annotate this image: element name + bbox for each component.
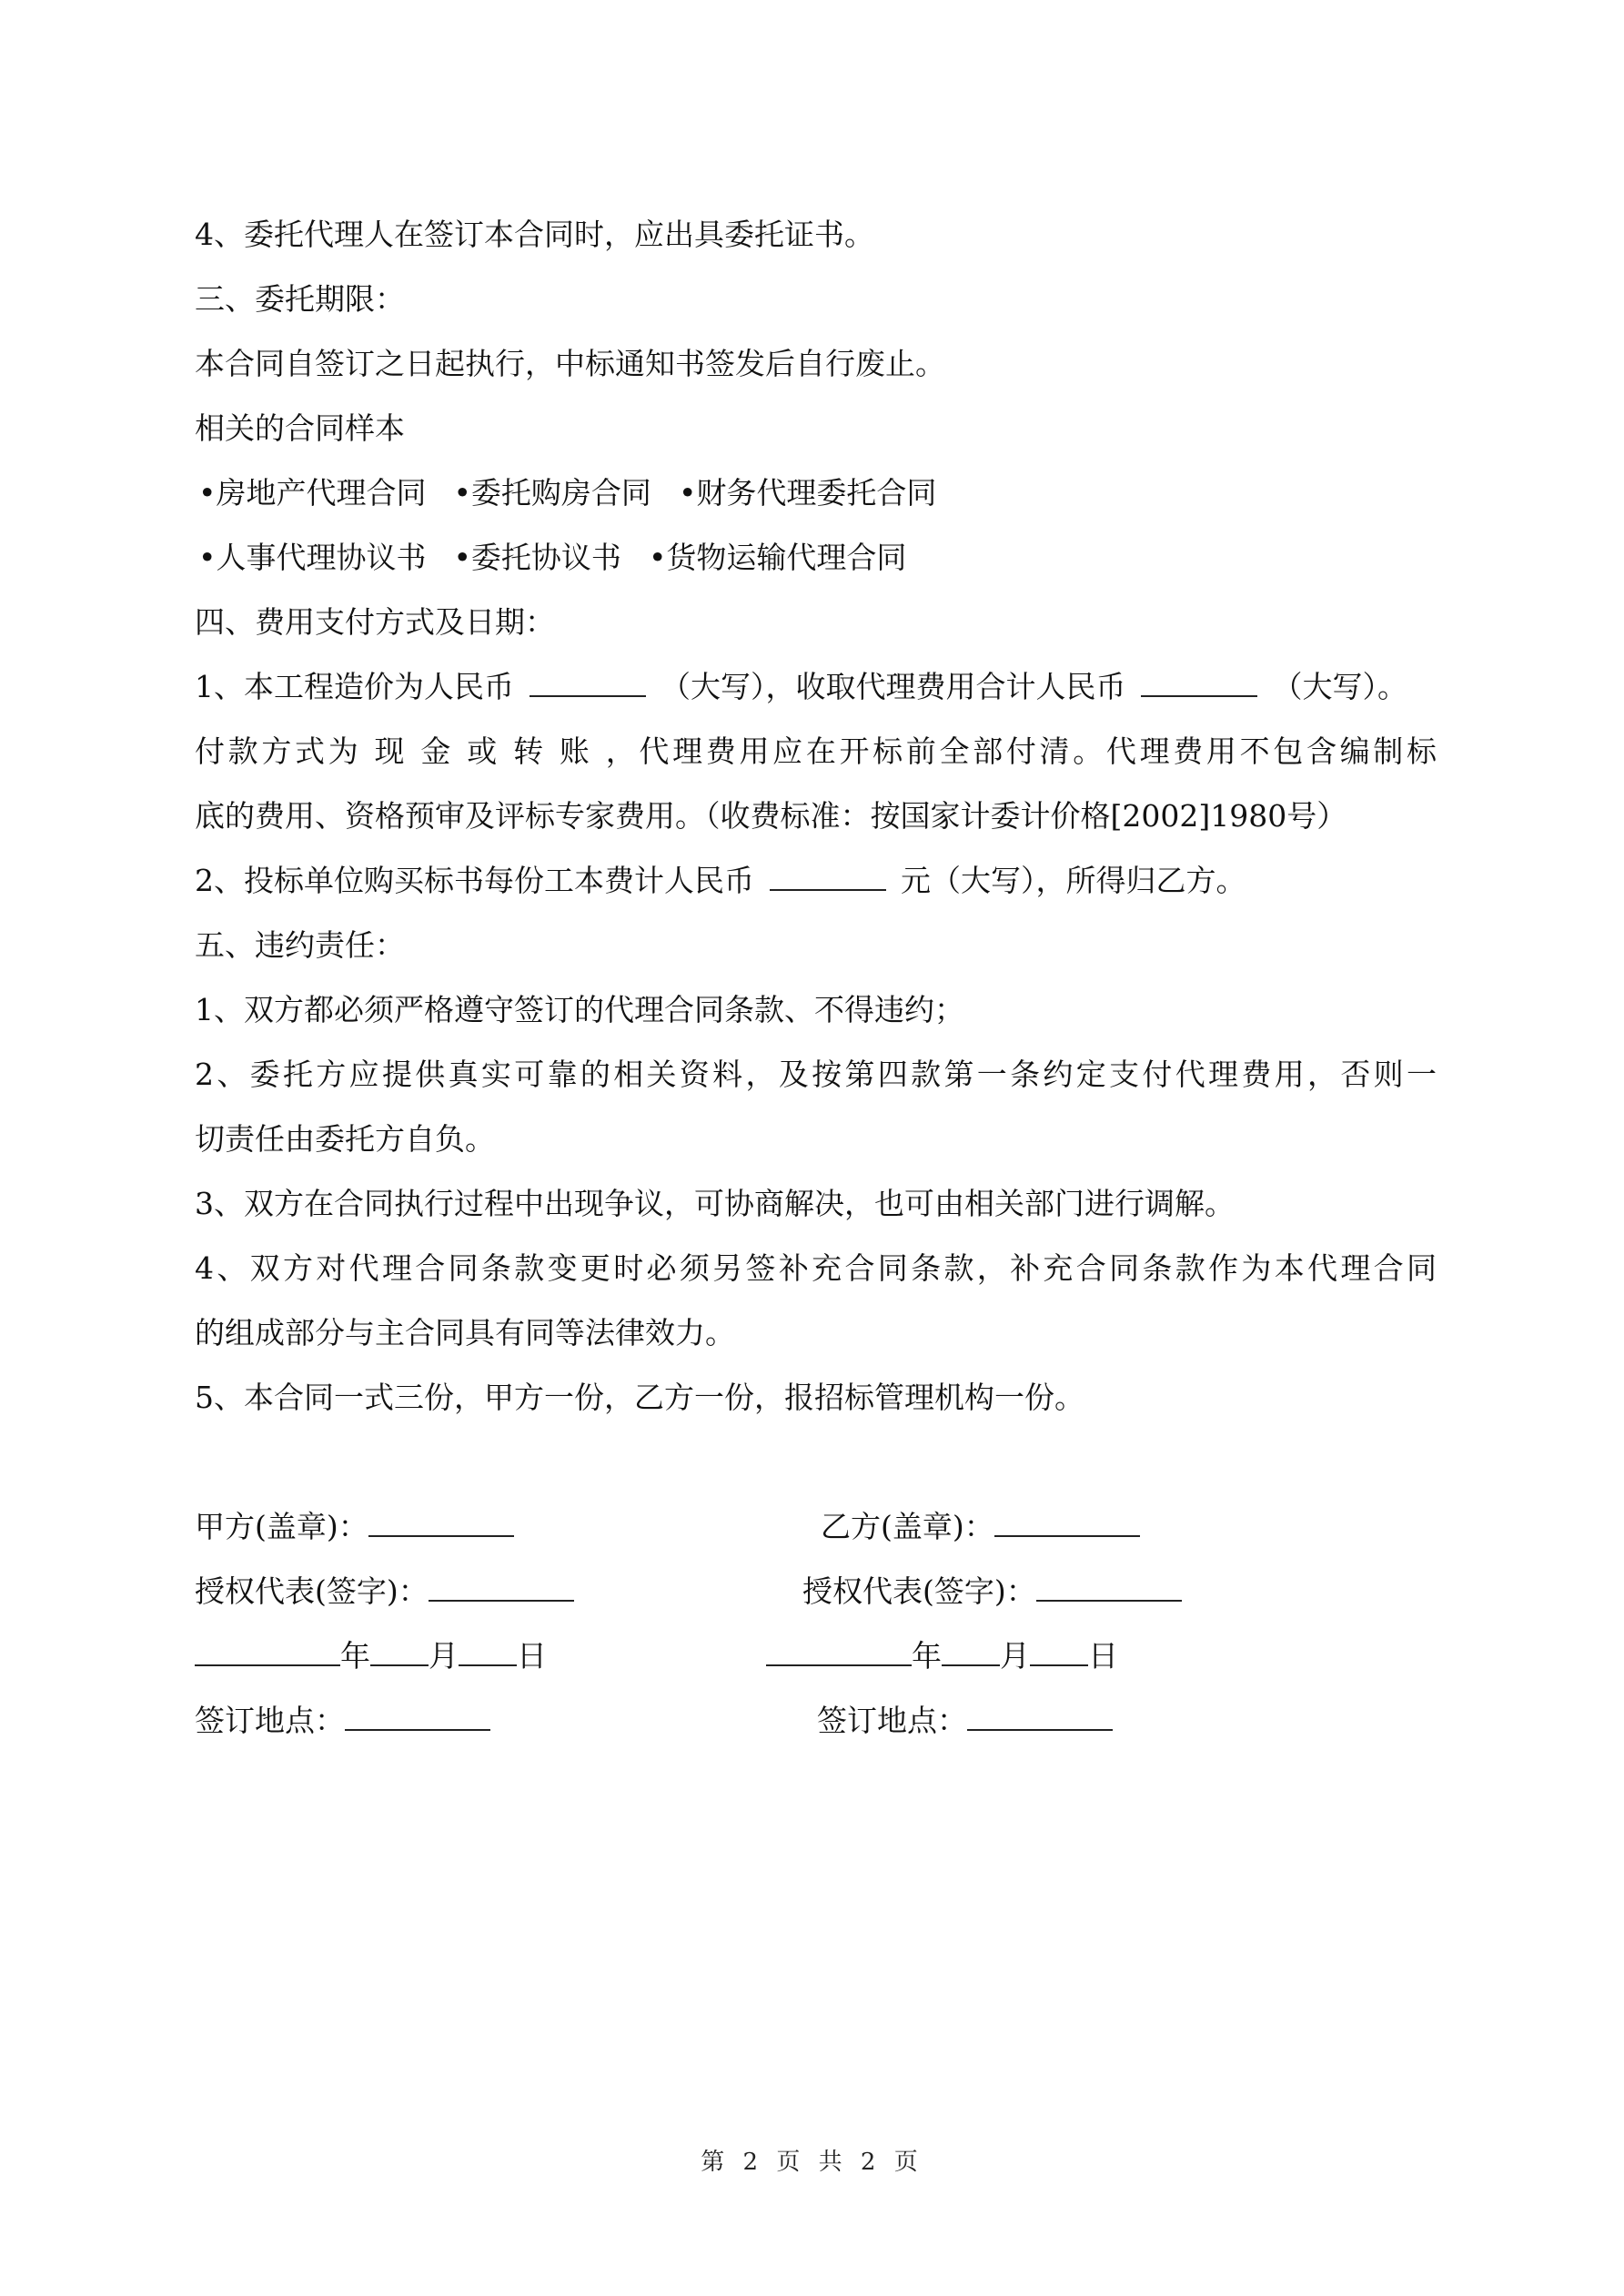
day-label: 日 <box>517 1638 547 1674</box>
fill-blank <box>1036 1573 1182 1602</box>
fill-blank <box>370 1637 429 1666</box>
section-4-item-2 <box>195 848 1437 913</box>
related-samples-row-2 <box>195 525 1437 590</box>
month-label: 月 <box>429 1638 459 1674</box>
related-link[interactable]: •财务代理委托合同 <box>678 475 937 511</box>
fill-blank <box>766 1637 912 1666</box>
day-label: 日 <box>1088 1638 1118 1674</box>
fill-blank <box>1141 668 1257 697</box>
fill-blank <box>530 668 646 697</box>
month-label: 月 <box>1000 1638 1030 1674</box>
section-5-item-3: 3、双方在合同执行过程中出现争议，可协商解决，也可由相关部门进行调解。 <box>195 1186 1235 1221</box>
related-link[interactable]: •人事代理协议书 <box>198 540 427 575</box>
party-b-place-label: 签订地点： <box>817 1703 967 1738</box>
section-4-item-1-line-3: 底的费用、资格预审及评标专家费用。（收费标准：按国家计委计价格[2002]1980号） <box>195 798 1347 834</box>
fill-blank <box>942 1637 1000 1666</box>
party-b-seal-row <box>766 1494 1182 1559</box>
related-link[interactable]: •货物运输代理合同 <box>648 540 907 575</box>
document-body <box>195 202 1437 1767</box>
related-link[interactable]: •房地产代理合同 <box>198 475 427 511</box>
section-4-item-1-part-b: （大写），收取代理费用合计人民币 <box>661 669 1126 704</box>
section-3-text: 本合同自签订之日起执行，中标通知书签发后自行废止。 <box>195 346 945 381</box>
section-4-item-2-part-b: 元（大写），所得归乙方。 <box>901 863 1246 898</box>
related-samples-row-1 <box>195 460 1437 525</box>
fill-blank <box>195 1637 340 1666</box>
fill-blank <box>429 1573 574 1602</box>
section-5-item-1: 1、双方都必须严格遵守签订的代理合同条款、不得违约； <box>195 992 964 1027</box>
section-5-item-4-line-2: 的组成部分与主合同具有同等法律效力。 <box>195 1315 735 1350</box>
spacer <box>195 1430 1437 1494</box>
fill-blank <box>459 1637 517 1666</box>
page-number-footer: 第 2 页 共 2 页 <box>701 2149 923 2176</box>
signature-block <box>195 1494 1437 1767</box>
section-5-item-2-line-1: 2、委托方应提供真实可靠的相关资料，及按第四款第一条约定支付代理费用，否则一 <box>195 1057 1437 1092</box>
section-4-item-1-line-2: 付款方式为 现 金 或 转 账 ，代理费用应在开标前全部付清。代理费用不包含编制标 <box>195 733 1437 769</box>
year-label: 年 <box>340 1638 370 1674</box>
section-4-heading: 四、费用支付方式及日期： <box>195 604 555 640</box>
party-a-place-label: 签订地点： <box>195 1703 345 1738</box>
clause-4-proxy-certificate: 4、委托代理人在签订本合同时，应出具委托证书。 <box>195 217 874 252</box>
fill-blank <box>345 1702 490 1731</box>
related-samples-heading: 相关的合同样本 <box>195 410 405 446</box>
party-b-seal-label: 乙方(盖章)： <box>821 1509 994 1544</box>
fill-blank <box>1030 1637 1088 1666</box>
party-a-date-row <box>195 1623 574 1688</box>
party-a-auth-row <box>195 1559 574 1623</box>
fill-blank <box>368 1508 514 1537</box>
section-5-heading: 五、违约责任： <box>195 927 405 963</box>
section-4-item-2-part-a: 2、投标单位购买标书每份工本费计人民币 <box>195 863 754 898</box>
party-b-auth-row <box>766 1559 1182 1623</box>
year-label: 年 <box>912 1638 942 1674</box>
fill-blank <box>994 1508 1140 1537</box>
party-b-date-row <box>766 1623 1182 1688</box>
party-a-signature <box>195 1494 574 1753</box>
section-3-heading: 三、委托期限： <box>195 281 405 317</box>
section-4-item-1-part-a: 1、本工程造价为人民币 <box>195 669 514 704</box>
section-5-item-5: 5、本合同一式三份，甲方一份，乙方一份，报招标管理机构一份。 <box>195 1380 1084 1415</box>
fill-blank <box>770 862 886 891</box>
section-5-item-4-line-1: 4、双方对代理合同条款变更时必须另签补充合同条款，补充合同条款作为本代理合同 <box>195 1250 1437 1286</box>
section-4-item-1-line-1 <box>195 654 1437 719</box>
party-a-place-row <box>195 1688 574 1753</box>
related-link[interactable]: •委托协议书 <box>453 540 621 575</box>
fill-blank <box>967 1702 1113 1731</box>
party-b-place-row <box>766 1688 1182 1753</box>
section-5-item-2-line-2: 切责任由委托方自负。 <box>195 1121 495 1157</box>
related-link[interactable]: •委托购房合同 <box>453 475 651 511</box>
party-a-auth-label: 授权代表(签字)： <box>195 1573 429 1609</box>
party-b-signature <box>766 1494 1182 1753</box>
party-b-auth-label: 授权代表(签字)： <box>802 1573 1036 1609</box>
section-4-item-1-part-c: （大写）。 <box>1272 669 1407 704</box>
party-a-seal-row <box>195 1494 574 1559</box>
party-a-seal-label: 甲方(盖章)： <box>195 1509 368 1544</box>
